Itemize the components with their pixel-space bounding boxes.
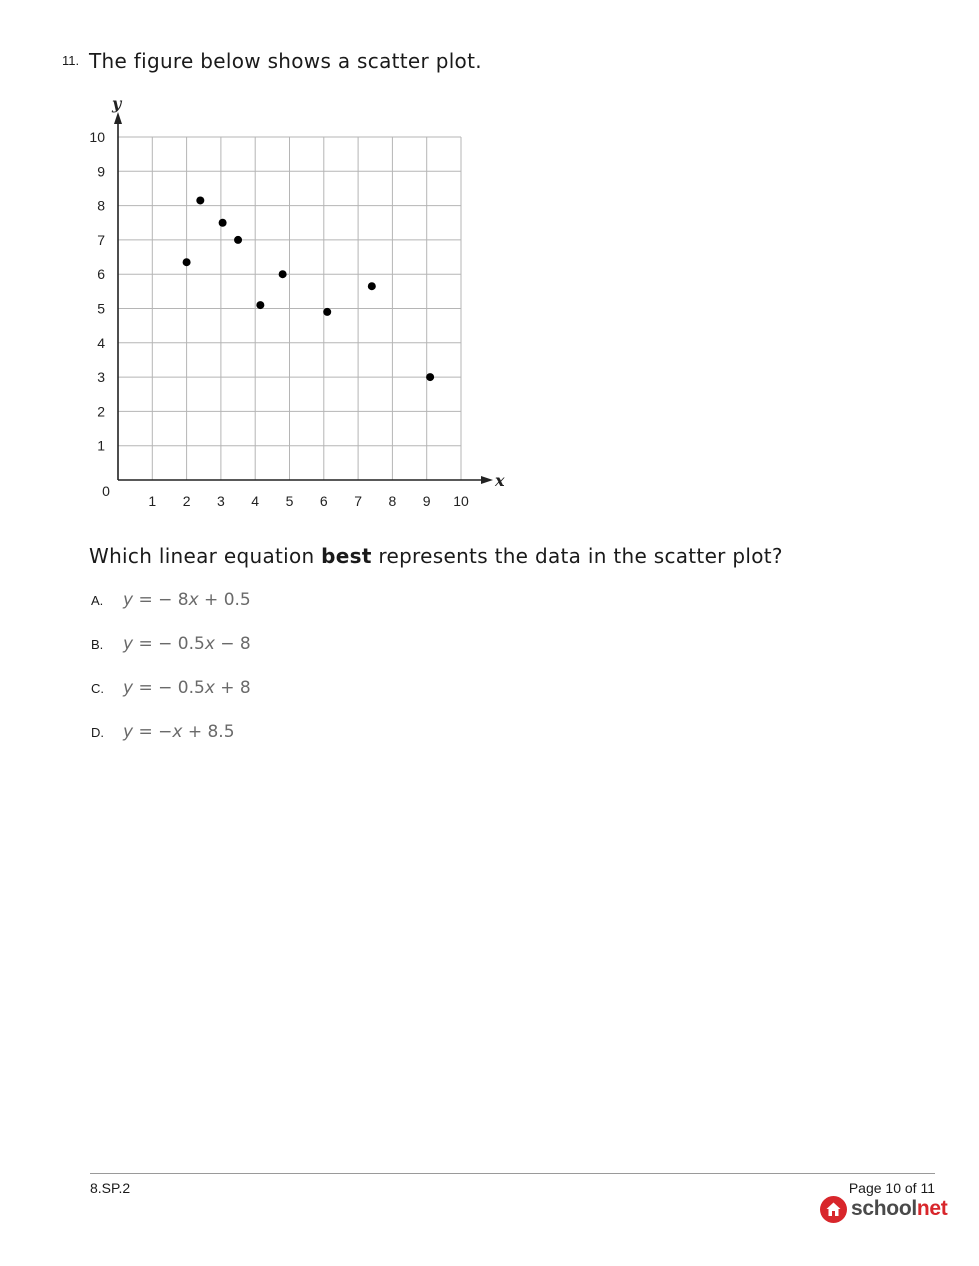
- x-tick-label: 7: [354, 493, 362, 509]
- choice-equation: y = − 0.5x − 8: [123, 634, 251, 654]
- question-number: 11.: [62, 53, 80, 68]
- data-point: [256, 301, 264, 309]
- data-point: [219, 219, 227, 227]
- choice-letter: D.: [91, 724, 104, 740]
- choice-letter: A.: [91, 592, 104, 608]
- y-tick-label: 1: [97, 437, 105, 454]
- y-tick-label: 7: [97, 231, 105, 248]
- data-point: [279, 270, 287, 278]
- data-point: [323, 308, 331, 316]
- y-tick-label: 3: [97, 369, 105, 386]
- footer-page-number: Page 10 of 11: [848, 1180, 935, 1196]
- x-tick-label: 1: [148, 493, 157, 509]
- y-tick-label: 4: [97, 334, 105, 351]
- choice-b[interactable]: [91, 632, 251, 656]
- y-tick-label: 9: [97, 163, 105, 180]
- data-point: [183, 258, 191, 266]
- choice-c[interactable]: [91, 676, 251, 700]
- y-axis-label: y: [112, 94, 122, 113]
- y-tick-label: 5: [97, 300, 105, 317]
- x-tick-label: 9: [422, 493, 431, 509]
- footer-standard: 8.SP.2: [90, 1180, 131, 1196]
- scatter-plot: [78, 94, 518, 528]
- choice-equation: y = −x + 8.5: [123, 722, 235, 742]
- x-axis-arrow-icon: [481, 476, 493, 484]
- y-tick-label: 6: [97, 266, 105, 283]
- x-tick-label: 8: [388, 493, 397, 509]
- y-tick-label: 8: [97, 197, 105, 214]
- schoolnet-logo: schoolnet: [820, 1194, 948, 1224]
- choice-a[interactable]: [91, 588, 251, 612]
- x-tick-label: 3: [217, 493, 225, 509]
- data-point: [426, 373, 434, 381]
- emphasis-best: best: [321, 544, 372, 568]
- house-icon: [820, 1196, 847, 1223]
- data-point: [368, 282, 376, 290]
- choice-d[interactable]: [91, 720, 235, 744]
- question-prompt: Which linear equation best represents the data in the scatter plot?: [89, 544, 783, 568]
- x-tick-label: 5: [285, 493, 294, 509]
- choice-letter: C.: [91, 680, 104, 696]
- x-tick-label: 6: [319, 493, 328, 509]
- x-tick-label: 10: [453, 493, 469, 509]
- question-stem: The figure below shows a scatter plot.: [89, 49, 482, 73]
- choice-equation: y = − 8x + 0.5: [123, 590, 251, 610]
- x-tick-label: 2: [182, 493, 191, 509]
- y-tick-label: 10: [89, 129, 105, 145]
- y-axis-arrow-icon: [114, 112, 122, 124]
- choice-equation: y = − 0.5x + 8: [123, 678, 251, 698]
- origin-label: 0: [102, 483, 110, 499]
- data-point: [234, 236, 242, 244]
- data-point: [196, 196, 204, 204]
- x-tick-label: 4: [251, 493, 260, 509]
- x-axis-label: x: [495, 471, 505, 490]
- footer-divider: [90, 1173, 935, 1174]
- y-tick-label: 2: [97, 403, 105, 420]
- choice-letter: B.: [91, 636, 104, 652]
